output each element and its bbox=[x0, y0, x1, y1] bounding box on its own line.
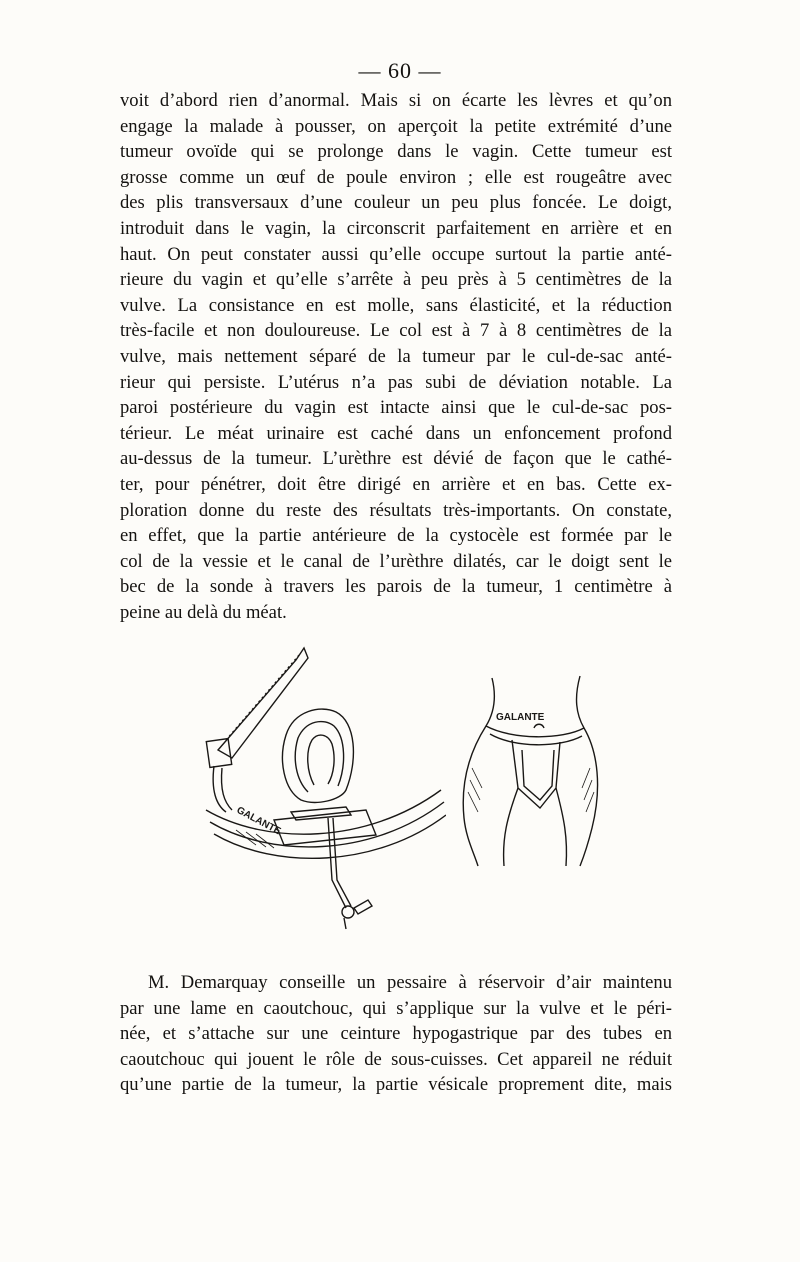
text-line: qu’une partie de la tumeur, la partie vésicale proprement dite, mais bbox=[120, 1074, 672, 1096]
text-line: rieur qui persiste. L’utérus n’a pas subi de déviation notable. La bbox=[120, 371, 672, 393]
text-line: rieure du vagin et qu’elle s’arrête à peu près à 5 centimètres de la bbox=[120, 269, 672, 291]
text-line: très-facile et non douloureuse. Le col est à 7 à 8 centimètres de la bbox=[120, 320, 672, 342]
text-line: térieur. Le méat urinaire est caché dans un enfoncement profond bbox=[120, 422, 672, 444]
text-line: des plis transversaux d’une couleur un peu plus foncée. Le doigt, bbox=[120, 192, 672, 214]
text-line: engage la malade à pousser, on aperçoit la petite extrémité d’une bbox=[120, 115, 672, 137]
text-line: née, et s’attache sur une ceinture hypogastrique par des tubes en bbox=[120, 1023, 672, 1045]
text-line: tumeur ovoïde qui se prolonge dans le vagin. Cette tumeur est bbox=[120, 141, 672, 163]
text-line: caoutchouc qui jouent le rôle de sous-cuisses. Cet appareil ne réduit bbox=[120, 1048, 672, 1070]
text-line: bec de la sonde à travers les parois de la tumeur, 1 centimètre à bbox=[120, 576, 672, 598]
text-line: en effet, que la partie antérieure de la cystocèle est formée par le bbox=[120, 525, 672, 547]
text-line: M. Demarquay conseille un pessaire à réservoir d’air maintenu bbox=[148, 972, 672, 993]
pessary-illustration bbox=[196, 640, 446, 930]
text-line: voit d’abord rien d’anormal. Mais si on écarte les lèvres et qu’on bbox=[120, 90, 672, 111]
paragraph-bottom bbox=[120, 970, 672, 1098]
right-figure-label: GALANTE bbox=[496, 712, 545, 723]
text-line: ter, pour pénétrer, doit être dirigé en arrière et en bas. Cette ex- bbox=[120, 473, 672, 495]
text-line: ploration donne du reste des résultats très-importants. On constate, bbox=[120, 499, 672, 521]
text-line: vulve. La consistance en est molle, sans élasticité, et la réduction bbox=[120, 294, 672, 316]
text-line: paroi postérieure du vagin est intacte ainsi que le cul-de-sac pos- bbox=[120, 397, 672, 419]
text-line: vulve, mais nettement séparé de la tumeur par le cul-de-sac anté- bbox=[120, 345, 672, 367]
page-number: — 60 — bbox=[358, 58, 442, 83]
text-line: introduit dans le vagin, la circonscrit parfaitement en arrière et en bbox=[120, 217, 672, 239]
left-figure-label: GALANTE bbox=[234, 804, 283, 838]
text-line: par une lame en caoutchouc, qui s’applique sur la vulve et le péri- bbox=[120, 997, 672, 1019]
text-line: haut. On peut constater aussi qu’elle occupe surtout la partie anté- bbox=[120, 243, 672, 265]
text-line: au-dessus de la tumeur. L’urèthre est dévié de façon que le cathé- bbox=[120, 448, 672, 470]
belt-illustration bbox=[452, 668, 602, 868]
text-line: grosse comme un œuf de poule environ ; elle est rougeâtre avec bbox=[120, 166, 672, 188]
text-line: col de la vessie et le canal de l’urèthre dilatés, car le doigt sent le bbox=[120, 550, 672, 572]
text-line: peine au delà du méat. bbox=[120, 601, 287, 623]
paragraph-top bbox=[120, 88, 672, 625]
